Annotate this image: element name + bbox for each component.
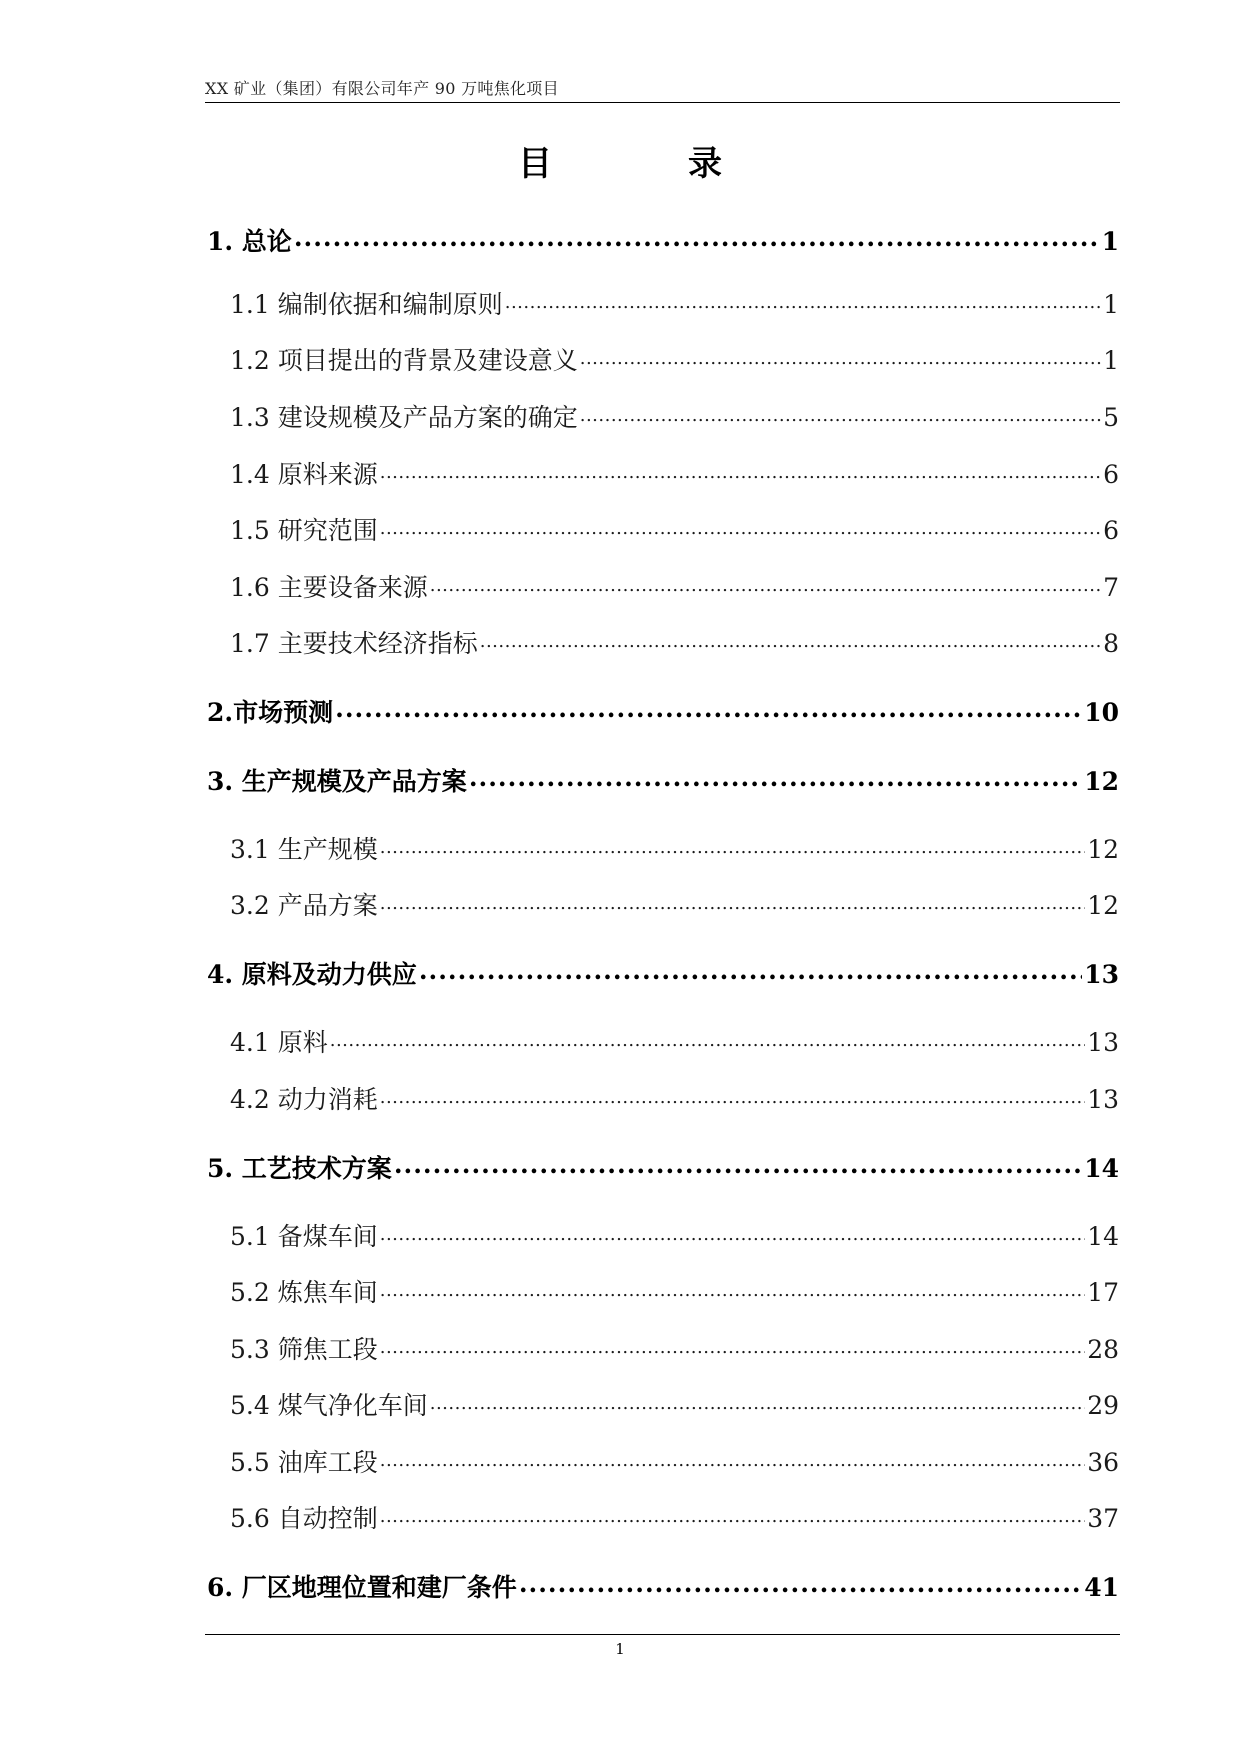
toc-entry-section-1-4[interactable] [230, 455, 1119, 491]
toc-entry-label: 1.7 主要技术经济指标 [230, 629, 478, 658]
toc-entry-label: 1. 总论 [207, 227, 292, 256]
toc-entry-label: 3.1 生产规模 [230, 835, 378, 864]
toc-entry-section-1-3[interactable] [230, 398, 1119, 434]
toc-entry-page: 13 [1084, 960, 1119, 989]
toc-entry-section-3-1[interactable] [230, 830, 1119, 866]
toc-entry-page: 14 [1087, 1222, 1119, 1251]
toc-entry-chapter-1[interactable] [207, 222, 1119, 258]
toc-leader-dots [419, 958, 1082, 983]
toc-entry-label: 4. 原料及动力供应 [207, 960, 417, 989]
toc-entry-page: 6 [1103, 516, 1119, 545]
toc-entry-section-5-2[interactable] [230, 1273, 1119, 1309]
toc-entry-page: 12 [1084, 767, 1119, 796]
toc-entry-page: 36 [1087, 1448, 1119, 1477]
toc-entry-label: 5.1 备煤车间 [230, 1222, 378, 1251]
toc-entry-label: 1.3 建设规模及产品方案的确定 [230, 403, 578, 432]
toc-leader-dots [469, 765, 1082, 790]
toc-entry-chapter-4[interactable] [207, 955, 1119, 991]
toc-entry-section-1-7[interactable] [230, 624, 1119, 660]
toc-leader-dots [380, 1220, 1085, 1245]
toc-leader-dots [480, 627, 1101, 652]
toc-entry-label: 3.2 产品方案 [230, 891, 378, 920]
toc-entry-page: 6 [1103, 460, 1119, 489]
toc-leader-dots [394, 1152, 1082, 1177]
header-text: XX 矿业（集团）有限公司年产 90 万吨焦化项目 [205, 79, 559, 98]
toc-entry-page: 13 [1087, 1028, 1119, 1057]
toc-leader-dots [380, 1083, 1085, 1108]
running-header [205, 74, 1120, 103]
toc-entry-page: 8 [1103, 629, 1119, 658]
toc-entry-section-5-6[interactable] [230, 1499, 1119, 1535]
toc-leader-dots [580, 344, 1101, 369]
toc-entry-page: 5 [1103, 403, 1119, 432]
toc-entry-page: 17 [1087, 1278, 1119, 1307]
toc-leader-dots [380, 889, 1085, 914]
toc-leader-dots [380, 458, 1101, 483]
toc-entry-page: 12 [1087, 835, 1119, 864]
toc-title-char-1: 目 [518, 144, 552, 184]
toc-entry-label: 6. 厂区地理位置和建厂条件 [207, 1573, 517, 1602]
toc-entry-section-1-1[interactable] [230, 285, 1119, 321]
toc-title-char-2: 录 [688, 144, 722, 184]
toc-entry-chapter-5[interactable] [207, 1149, 1119, 1185]
toc-leader-dots [430, 571, 1101, 596]
toc-entry-page: 1 [1103, 290, 1119, 319]
toc-entry-label: 4.1 原料 [230, 1028, 328, 1057]
toc-entry-page: 29 [1087, 1391, 1119, 1420]
toc-entry-section-1-2[interactable] [230, 341, 1119, 377]
toc-entry-page: 37 [1087, 1504, 1119, 1533]
toc-entry-section-4-2[interactable] [230, 1080, 1119, 1116]
toc-entry-label: 1.2 项目提出的背景及建设意义 [230, 346, 578, 375]
toc-entry-section-5-1[interactable] [230, 1217, 1119, 1253]
toc-entry-label: 1.4 原料来源 [230, 460, 378, 489]
toc-entry-section-1-5[interactable] [230, 511, 1119, 547]
toc-entry-label: 5.2 炼焦车间 [230, 1278, 378, 1307]
toc-entry-page: 1 [1101, 227, 1119, 256]
toc-entry-page: 7 [1103, 573, 1119, 602]
toc-leader-dots [380, 1446, 1085, 1471]
footer-page-number: 1 [615, 1640, 625, 1658]
toc-entry-section-5-5[interactable] [230, 1443, 1119, 1479]
toc-entry-label: 5.4 煤气净化车间 [230, 1391, 428, 1420]
toc-leader-dots [335, 696, 1082, 721]
toc-leader-dots [380, 1333, 1085, 1358]
toc-entry-section-5-3[interactable] [230, 1330, 1119, 1366]
toc-entry-section-3-2[interactable] [230, 886, 1119, 922]
toc-entry-label: 1.5 研究范围 [230, 516, 378, 545]
toc-entry-chapter-2[interactable] [207, 693, 1119, 729]
toc-leader-dots [294, 225, 1100, 250]
toc-title [0, 136, 1240, 185]
toc-leader-dots [430, 1389, 1085, 1414]
toc-entry-label: 5.3 筛焦工段 [230, 1335, 378, 1364]
toc-entry-label: 2.市场预测 [207, 698, 334, 727]
toc-entry-section-5-4[interactable] [230, 1386, 1119, 1422]
toc-leader-dots [380, 514, 1101, 539]
toc-leader-dots [380, 833, 1085, 858]
toc-entry-section-1-6[interactable] [230, 568, 1119, 604]
toc-leader-dots [505, 288, 1101, 313]
toc-entry-label: 4.2 动力消耗 [230, 1085, 378, 1114]
toc-entry-label: 5. 工艺技术方案 [207, 1154, 392, 1183]
toc-leader-dots [380, 1502, 1085, 1527]
toc-entry-page: 1 [1103, 346, 1119, 375]
toc-entry-label: 1.1 编制依据和编制原则 [230, 290, 503, 319]
toc-entry-page: 14 [1084, 1154, 1119, 1183]
toc-leader-dots [330, 1026, 1085, 1051]
toc-entry-page: 28 [1087, 1335, 1119, 1364]
footer-rule [205, 1634, 1120, 1635]
toc-entry-page: 41 [1084, 1573, 1119, 1602]
toc-entry-page: 12 [1087, 891, 1119, 920]
toc-entry-chapter-6[interactable] [207, 1568, 1119, 1604]
toc-entry-label: 1.6 主要设备来源 [230, 573, 428, 602]
toc-leader-dots [519, 1571, 1082, 1596]
toc-entry-page: 10 [1084, 698, 1119, 727]
toc-entry-label: 3. 生产规模及产品方案 [207, 767, 467, 796]
toc-entry-label: 5.5 油库工段 [230, 1448, 378, 1477]
toc-entry-label: 5.6 自动控制 [230, 1504, 378, 1533]
toc-entry-page: 13 [1087, 1085, 1119, 1114]
toc-leader-dots [580, 401, 1101, 426]
toc-leader-dots [380, 1276, 1085, 1301]
toc-entry-chapter-3[interactable] [207, 762, 1119, 798]
toc-entry-section-4-1[interactable] [230, 1023, 1119, 1059]
